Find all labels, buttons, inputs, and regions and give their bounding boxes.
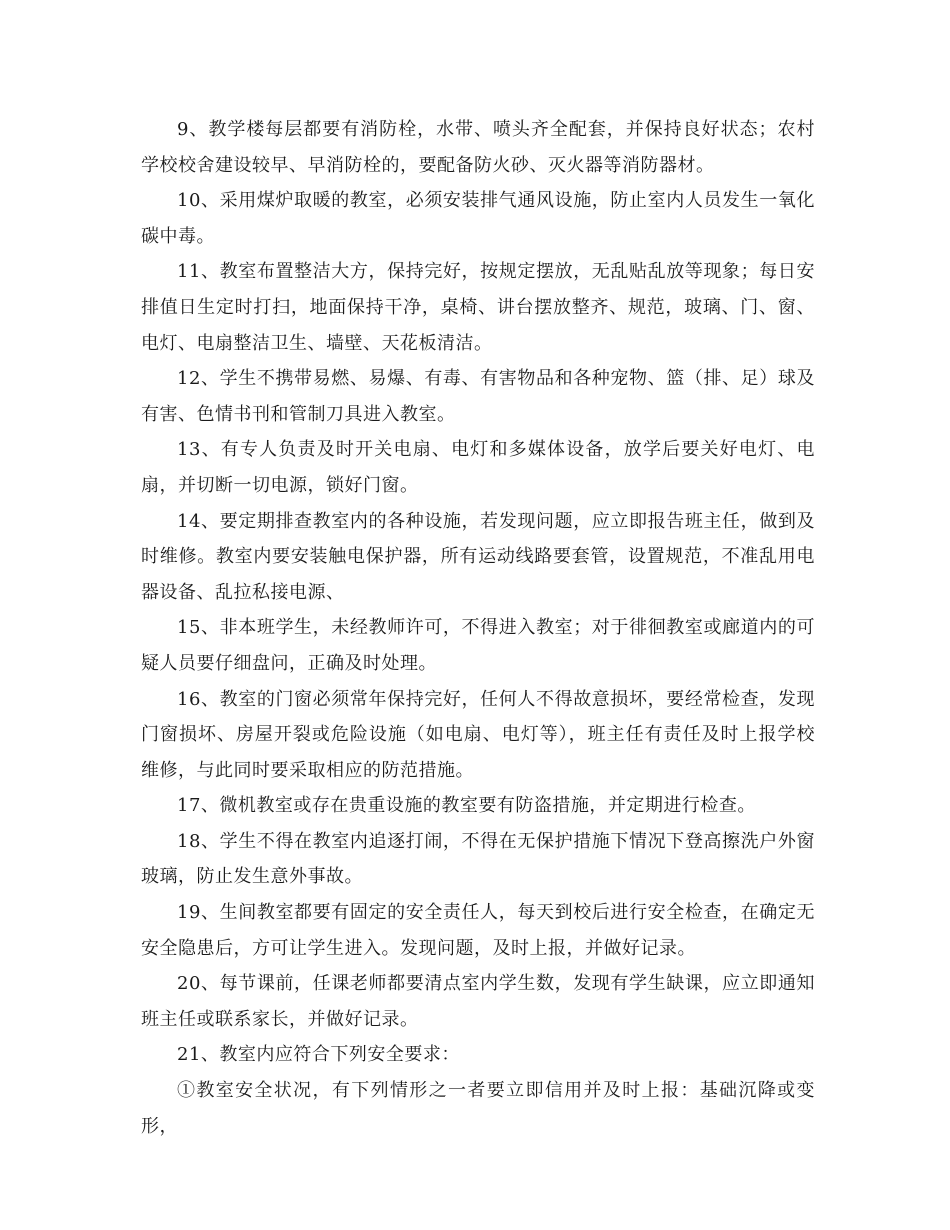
paragraph-item-16: 16、教室的门窗必须常年保持完好，任何人不得故意损坏，要经常检查，发现门窗损坏、房屋开裂或危险设施（如电扇、电灯等），班主任有责任及时上报学校维修，与此同时要采取相应的防范措施。 [141, 688, 815, 781]
document-body [141, 112, 815, 1144]
paragraph-item-11: 11、教室布置整洁大方，保持完好，按规定摆放，无乱贴乱放等现象；每日安排值日生定时打扫，地面保持干净，桌椅、讲台摆放整齐、规范，玻璃、门、窗、电灯、电扇整洁卫生、墙壁、天花板清洁。 [141, 261, 815, 354]
paragraph-item-9: 9、教学楼每层都要有消防栓，水带、喷头齐全配套，并保持良好状态；农村学校校舍建设较早、早消防栓的，要配备防火砂、灭火器等消防器材。 [141, 119, 815, 176]
paragraph-item-18: 18、学生不得在教室内追逐打闹，不得在无保护措施下情况下登高擦洗户外窗玻璃，防止发生意外事故。 [141, 830, 815, 888]
paragraph-item-17: 17、微机教室或存在贵重设施的教室要有防盗措施，并定期进行检查。 [177, 795, 756, 817]
paragraph-item-10: 10、采用煤炉取暖的教室，必须安装排气通风设施，防止室内人员发生一氧化碳中毒。 [141, 190, 815, 247]
paragraph-item-15: 15、非本班学生，未经教师许可，不得进入教室；对于徘徊教室或廊道内的可疑人员要仔细盘问，正确及时处理。 [141, 617, 815, 674]
paragraph-item-13: 13、有专人负责及时开关电扇、电灯和多媒体设备，放学后要关好电灯、电扇，并切断一切电源，锁好门窗。 [141, 439, 815, 496]
paragraph-item-21: 21、教室内应符合下列安全要求： [177, 1044, 460, 1066]
paragraph-item-14: 14、要定期排查教室内的各种设施，若发现问题，应立即报告班主任，做到及时维修。教室内要安装触电保护器，所有运动线路要套管，设置规范，不准乱用电器设备、乱拉私接电源、 [141, 510, 815, 603]
paragraph-item-19: 19、生间教室都要有固定的安全责任人，每天到校后进行安全检查，在确定无安全隐患后，方可让学生进入。发现问题，及时上报，并做好记录。 [141, 902, 815, 959]
paragraph-item-21-sub-1: ①教室安全状况，有下列情形之一者要立即信用并及时上报：基础沉降或变形， [141, 1080, 815, 1137]
paragraph-item-12: 12、学生不携带易燃、易爆、有毒、有害物品和各种宠物、篮（排、足）球及有害、色情书刊和管制刀具进入教室。 [141, 368, 815, 425]
paragraph-item-20: 20、每节课前，任课老师都要清点室内学生数，发现有学生缺课，应立即通知班主任或联系家长，并做好记录。 [141, 973, 815, 1030]
